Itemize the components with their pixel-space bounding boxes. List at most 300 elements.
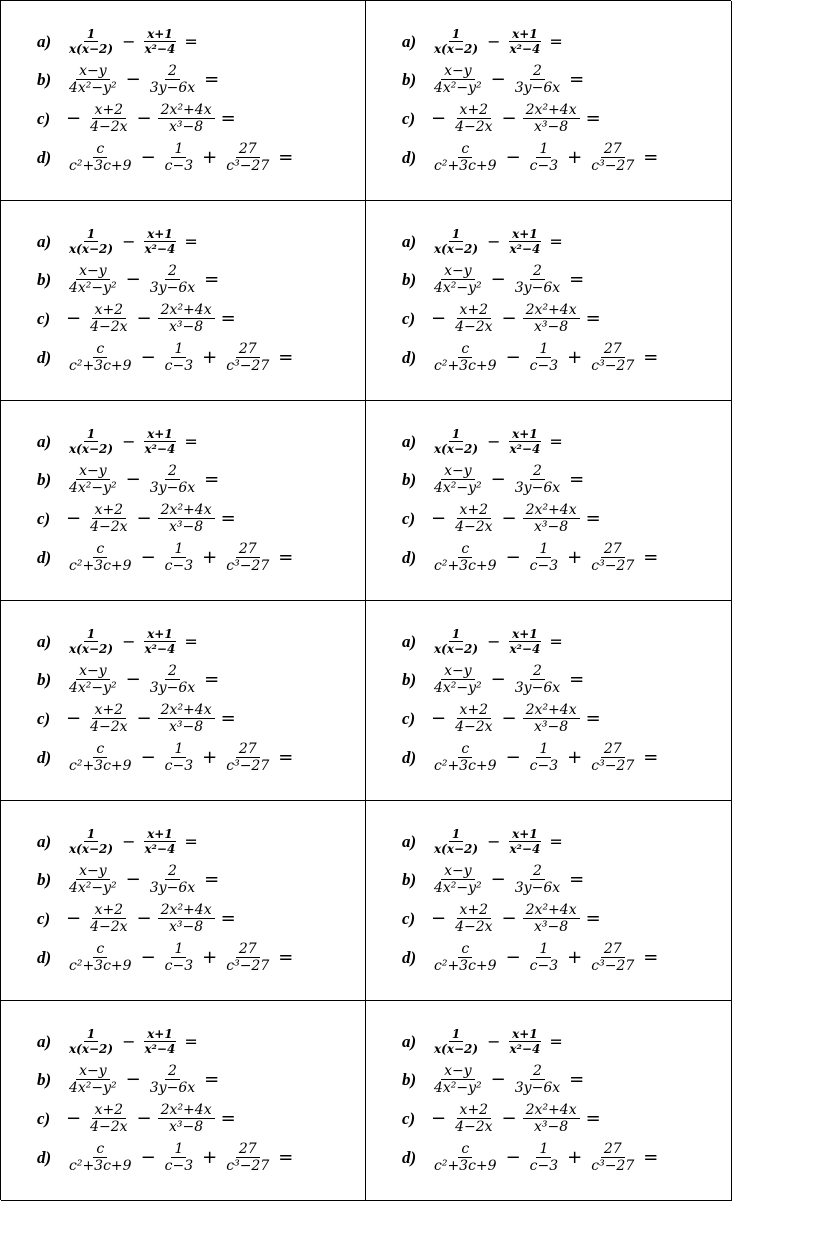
item-label: c) [402, 108, 416, 128]
numerator: c [93, 341, 107, 358]
numerator: 2x²+4x [158, 102, 215, 119]
equals-sign: = [184, 32, 198, 51]
denominator: 3y−6x [149, 1080, 196, 1096]
equals-sign: = [549, 32, 563, 51]
fraction [66, 627, 116, 656]
numerator: 2 [530, 63, 545, 80]
item-label: a) [402, 31, 417, 51]
equals-sign: = [585, 1108, 601, 1129]
exercise-a [37, 23, 296, 60]
denominator: 4−2x [455, 719, 493, 735]
denominator: x³−8 [169, 919, 204, 935]
fraction [141, 627, 178, 656]
equals-sign: = [278, 547, 294, 568]
fraction [141, 1027, 178, 1056]
denominator: x³−8 [169, 119, 204, 135]
numerator: 27 [601, 541, 625, 558]
fraction [506, 1027, 543, 1056]
fraction [523, 302, 580, 335]
numerator: 1 [449, 627, 463, 642]
numerator: x−y [76, 463, 110, 480]
fraction [523, 502, 580, 535]
numerator: 1 [449, 827, 463, 842]
numerator: x+1 [144, 27, 176, 42]
equals-sign: = [569, 469, 585, 490]
fraction [452, 302, 495, 335]
denominator: c³−27 [591, 558, 635, 574]
item-label: a) [402, 231, 417, 251]
operator: − [140, 747, 156, 768]
numerator: 1 [84, 27, 98, 42]
fraction [527, 341, 561, 374]
operator: + [202, 347, 218, 368]
denominator: 3y−6x [149, 80, 196, 96]
fraction [141, 827, 178, 856]
fraction [431, 1063, 485, 1096]
fraction [431, 827, 481, 856]
equals-sign: = [585, 908, 601, 929]
numerator: x+2 [457, 302, 492, 319]
exercise-d [37, 138, 296, 177]
item-label: a) [37, 1031, 52, 1051]
leading-minus: − [66, 708, 82, 729]
exercise-a [402, 223, 661, 260]
item-label: a) [402, 631, 417, 651]
denominator: c³−27 [591, 958, 635, 974]
numerator: 2 [530, 1063, 545, 1080]
denominator: 3y−6x [149, 280, 196, 296]
fraction [512, 1063, 563, 1096]
fraction [431, 1141, 500, 1174]
exercise-d [402, 738, 661, 777]
numerator: x+2 [92, 102, 127, 119]
denominator: 4x²−y² [434, 1080, 482, 1096]
denominator: c³−27 [226, 558, 270, 574]
numerator: 2 [530, 463, 545, 480]
numerator: x−y [441, 263, 475, 280]
fraction [162, 141, 196, 174]
numerator: x−y [76, 863, 110, 880]
fraction [431, 141, 500, 174]
denominator: c²+3c+9 [69, 158, 132, 174]
exercise-a [37, 223, 296, 260]
operator: − [125, 469, 141, 490]
equals-sign: = [184, 232, 198, 251]
fraction [452, 102, 495, 135]
operator: − [122, 32, 136, 51]
fraction [431, 463, 485, 496]
exercise-set [402, 223, 661, 377]
numerator: x−y [441, 863, 475, 880]
operator: − [136, 708, 152, 729]
fraction [147, 863, 198, 896]
equals-sign: = [220, 308, 236, 329]
exercise-set [37, 823, 296, 977]
denominator: x²−4 [509, 842, 541, 856]
denominator: x²−4 [144, 1042, 176, 1056]
denominator: c−3 [164, 558, 194, 574]
numerator: c [458, 141, 472, 158]
item-label: d) [37, 547, 52, 567]
exercise-card [1, 401, 366, 601]
fraction [506, 627, 543, 656]
operator: − [501, 308, 517, 329]
numerator: 1 [171, 141, 186, 158]
denominator: c−3 [529, 158, 559, 174]
exercise-b [37, 860, 296, 899]
numerator: x+2 [92, 1102, 127, 1119]
operator: + [567, 747, 583, 768]
operator: + [202, 747, 218, 768]
denominator: x³−8 [169, 519, 204, 535]
equals-sign: = [569, 869, 585, 890]
fraction [66, 541, 135, 574]
item-label: c) [402, 1108, 416, 1128]
numerator: 27 [236, 741, 260, 758]
fraction [431, 227, 481, 256]
operator: + [567, 1147, 583, 1168]
numerator: x+2 [92, 902, 127, 919]
equals-sign: = [569, 1069, 585, 1090]
numerator: 2x²+4x [523, 702, 580, 719]
denominator: c³−27 [226, 758, 270, 774]
numerator: 2 [165, 863, 180, 880]
exercise-c [402, 1099, 661, 1138]
numerator: x+2 [92, 502, 127, 519]
exercise-card [366, 401, 732, 601]
numerator: 2x²+4x [158, 702, 215, 719]
equals-sign: = [204, 869, 220, 890]
item-label: b) [402, 669, 417, 689]
exercise-b [402, 1060, 661, 1099]
operator: + [202, 947, 218, 968]
denominator: c−3 [529, 758, 559, 774]
fraction [162, 1141, 196, 1174]
fraction [431, 1027, 481, 1056]
item-label: b) [37, 1069, 52, 1089]
operator: − [501, 508, 517, 529]
equals-sign: = [643, 747, 659, 768]
exercise-a [402, 1023, 661, 1060]
exercise-b [37, 460, 296, 499]
denominator: c²+3c+9 [434, 358, 497, 374]
fraction [223, 341, 272, 374]
operator: − [140, 347, 156, 368]
numerator: 2x²+4x [523, 302, 580, 319]
fraction [588, 541, 637, 574]
numerator: x+1 [509, 427, 541, 442]
fraction [512, 263, 563, 296]
fraction [66, 463, 120, 496]
numerator: x−y [76, 63, 110, 80]
operator: − [505, 947, 521, 968]
denominator: c³−27 [591, 758, 635, 774]
denominator: x(x−2) [434, 242, 479, 256]
fraction [506, 427, 543, 456]
fraction [87, 702, 130, 735]
equals-sign: = [643, 547, 659, 568]
fraction [512, 63, 563, 96]
exercise-d [37, 738, 296, 777]
fraction [523, 1102, 580, 1135]
equals-sign: = [549, 432, 563, 451]
fraction [66, 1027, 116, 1056]
exercise-c [37, 299, 296, 338]
exercise-d [37, 1138, 296, 1177]
numerator: 1 [449, 427, 463, 442]
denominator: x(x−2) [69, 1042, 114, 1056]
equals-sign: = [549, 232, 563, 251]
numerator: c [93, 941, 107, 958]
numerator: x+1 [509, 827, 541, 842]
exercise-c [37, 1099, 296, 1138]
fraction [523, 702, 580, 735]
equals-sign: = [184, 1032, 198, 1051]
exercise-a [402, 23, 661, 60]
exercise-set [37, 623, 296, 777]
leading-minus: − [431, 908, 447, 929]
fraction [431, 263, 485, 296]
fraction [158, 902, 215, 935]
denominator: c²+3c+9 [434, 558, 497, 574]
fraction [66, 141, 135, 174]
denominator: x²−4 [144, 642, 176, 656]
operator: + [567, 947, 583, 968]
leading-minus: − [431, 308, 447, 329]
denominator: 4−2x [90, 319, 128, 335]
denominator: x³−8 [534, 1119, 569, 1135]
numerator: c [458, 541, 472, 558]
denominator: 4−2x [90, 519, 128, 535]
denominator: x(x−2) [69, 642, 114, 656]
fraction [141, 27, 178, 56]
exercise-c [37, 499, 296, 538]
denominator: c²+3c+9 [69, 1158, 132, 1174]
numerator: 1 [536, 741, 551, 758]
fraction [523, 902, 580, 935]
numerator: 27 [601, 941, 625, 958]
equals-sign: = [585, 508, 601, 529]
numerator: x+2 [92, 702, 127, 719]
denominator: 4x²−y² [69, 480, 117, 496]
fraction [452, 902, 495, 935]
numerator: 1 [84, 227, 98, 242]
fraction [452, 702, 495, 735]
denominator: 3y−6x [514, 480, 561, 496]
denominator: c−3 [164, 1158, 194, 1174]
fraction [431, 663, 485, 696]
exercise-card [366, 801, 732, 1001]
item-label: d) [402, 1147, 417, 1167]
denominator: x³−8 [534, 119, 569, 135]
item-label: a) [37, 631, 52, 651]
fraction [66, 1141, 135, 1174]
numerator: 2 [165, 463, 180, 480]
numerator: c [93, 1141, 107, 1158]
item-label: a) [37, 231, 52, 251]
numerator: 2 [165, 663, 180, 680]
operator: − [501, 108, 517, 129]
operator: − [501, 708, 517, 729]
denominator: c−3 [164, 958, 194, 974]
denominator: 3y−6x [149, 480, 196, 496]
numerator: 27 [236, 941, 260, 958]
denominator: c³−27 [591, 1158, 635, 1174]
exercise-set [402, 423, 661, 577]
exercise-c [37, 99, 296, 138]
operator: − [136, 108, 152, 129]
numerator: x+2 [457, 702, 492, 719]
operator: − [505, 347, 521, 368]
exercise-c [402, 899, 661, 938]
denominator: 4−2x [455, 919, 493, 935]
exercise-card [1, 801, 366, 1001]
operator: − [125, 669, 141, 690]
numerator: 2x²+4x [158, 502, 215, 519]
item-label: d) [402, 347, 417, 367]
denominator: c−3 [164, 158, 194, 174]
item-label: a) [37, 31, 52, 51]
denominator: x²−4 [144, 42, 176, 56]
denominator: x³−8 [169, 1119, 204, 1135]
item-label: c) [37, 708, 51, 728]
numerator: 27 [601, 741, 625, 758]
fraction [431, 63, 485, 96]
equals-sign: = [569, 269, 585, 290]
denominator: 4−2x [455, 1119, 493, 1135]
denominator: x²−4 [509, 242, 541, 256]
denominator: 4x²−y² [69, 880, 117, 896]
denominator: 4x²−y² [69, 80, 117, 96]
denominator: c²+3c+9 [69, 358, 132, 374]
numerator: 1 [171, 541, 186, 558]
exercise-b [402, 260, 661, 299]
exercise-set [402, 623, 661, 777]
operator: − [501, 1108, 517, 1129]
exercise-c [402, 99, 661, 138]
equals-sign: = [643, 147, 659, 168]
denominator: c³−27 [226, 958, 270, 974]
fraction [512, 463, 563, 496]
fraction [147, 1063, 198, 1096]
numerator: 2 [165, 63, 180, 80]
operator: − [122, 232, 136, 251]
leading-minus: − [431, 1108, 447, 1129]
fraction [431, 941, 500, 974]
numerator: x−y [76, 663, 110, 680]
operator: − [487, 832, 501, 851]
fraction [66, 827, 116, 856]
fraction [66, 341, 135, 374]
denominator: c−3 [164, 758, 194, 774]
equals-sign: = [184, 832, 198, 851]
operator: + [202, 147, 218, 168]
leading-minus: − [66, 308, 82, 329]
item-label: c) [402, 708, 416, 728]
fraction [66, 27, 116, 56]
fraction [431, 27, 481, 56]
denominator: 4x²−y² [69, 680, 117, 696]
denominator: 4−2x [90, 719, 128, 735]
equals-sign: = [184, 432, 198, 451]
fraction [452, 1102, 495, 1135]
operator: − [501, 908, 517, 929]
fraction [431, 627, 481, 656]
leading-minus: − [66, 908, 82, 929]
exercise-b [37, 60, 296, 99]
item-label: d) [37, 147, 52, 167]
fraction [87, 502, 130, 535]
item-label: d) [37, 1147, 52, 1167]
leading-minus: − [66, 1108, 82, 1129]
denominator: 3y−6x [514, 1080, 561, 1096]
numerator: 1 [536, 141, 551, 158]
exercise-d [37, 538, 296, 577]
exercise-a [37, 1023, 296, 1060]
numerator: c [93, 141, 107, 158]
equals-sign: = [569, 669, 585, 690]
fraction [431, 741, 500, 774]
numerator: 1 [84, 627, 98, 642]
numerator: 27 [236, 141, 260, 158]
numerator: c [458, 741, 472, 758]
exercise-a [37, 423, 296, 460]
equals-sign: = [278, 1147, 294, 1168]
numerator: c [458, 941, 472, 958]
fraction [588, 341, 637, 374]
denominator: 4−2x [455, 319, 493, 335]
exercise-card [1, 1, 366, 201]
denominator: x(x−2) [434, 1042, 479, 1056]
denominator: 4−2x [90, 119, 128, 135]
exercise-c [402, 699, 661, 738]
numerator: 1 [84, 1027, 98, 1042]
equals-sign: = [569, 69, 585, 90]
numerator: x−y [441, 463, 475, 480]
exercise-card [366, 1001, 732, 1201]
numerator: 1 [171, 1141, 186, 1158]
denominator: 4−2x [90, 1119, 128, 1135]
exercise-d [37, 338, 296, 377]
exercise-card [1, 601, 366, 801]
exercise-set [37, 23, 296, 177]
denominator: 4−2x [455, 519, 493, 535]
equals-sign: = [278, 347, 294, 368]
denominator: x³−8 [534, 719, 569, 735]
equals-sign: = [220, 108, 236, 129]
operator: − [125, 69, 141, 90]
equals-sign: = [278, 147, 294, 168]
fraction [147, 263, 198, 296]
fraction [527, 141, 561, 174]
fraction [147, 463, 198, 496]
exercise-d [37, 938, 296, 977]
equals-sign: = [220, 1108, 236, 1129]
fraction [147, 663, 198, 696]
equals-sign: = [220, 908, 236, 929]
numerator: x−y [76, 1063, 110, 1080]
numerator: 2x²+4x [523, 1102, 580, 1119]
fraction [158, 102, 215, 135]
numerator: 1 [536, 341, 551, 358]
denominator: 3y−6x [149, 880, 196, 896]
exercise-set [402, 23, 661, 177]
denominator: c²+3c+9 [434, 958, 497, 974]
numerator: x+1 [509, 627, 541, 642]
exercise-d [402, 338, 661, 377]
numerator: 1 [536, 941, 551, 958]
exercise-b [37, 260, 296, 299]
